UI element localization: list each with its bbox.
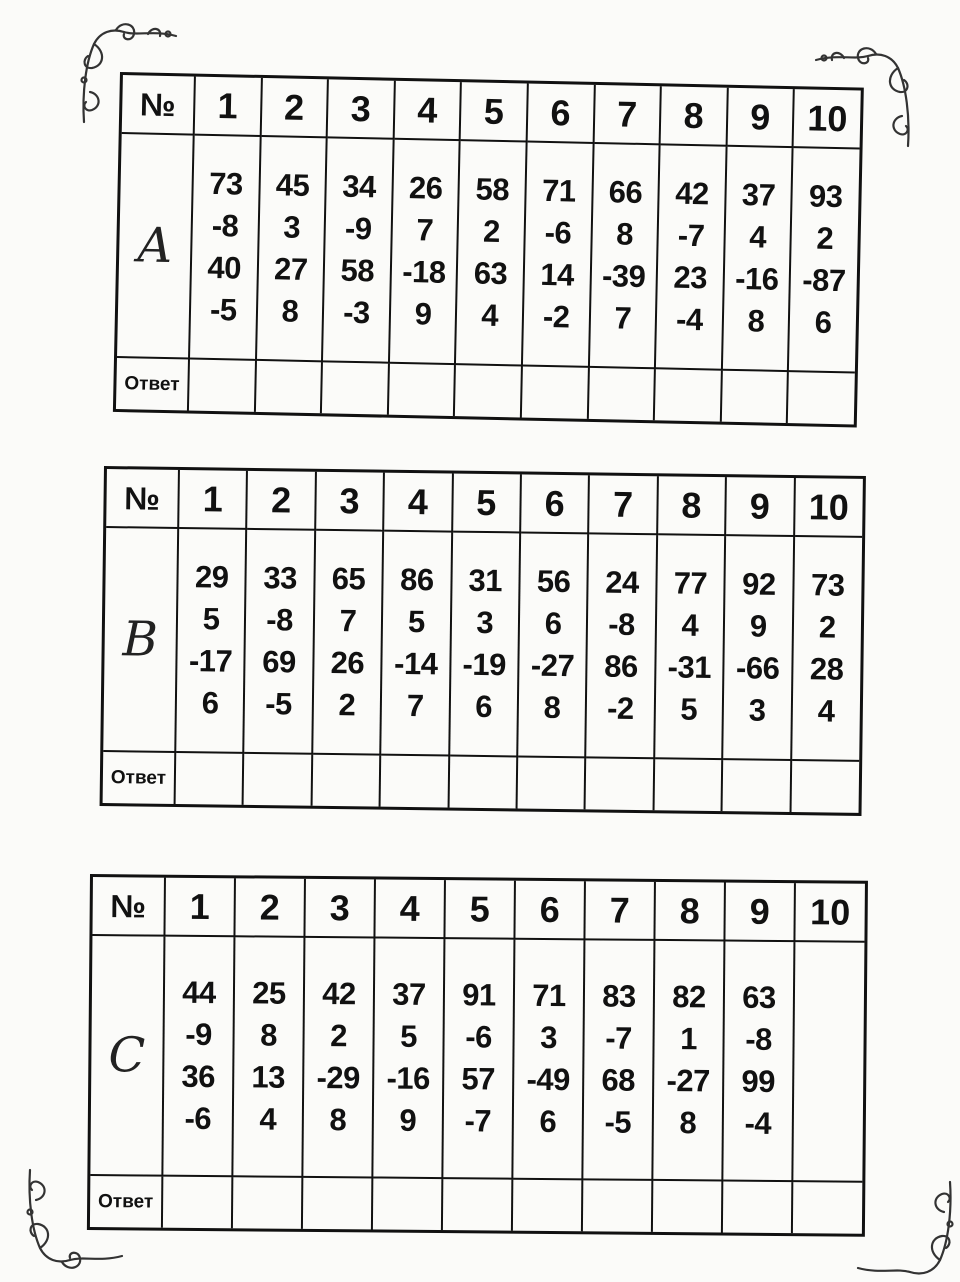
column-header-10: 10 <box>794 883 865 942</box>
column-header-3: 3 <box>315 472 384 531</box>
variant-label: A <box>117 133 194 358</box>
problem-column-8: 82 1 -27 8 <box>652 940 724 1181</box>
answer-cell-9[interactable] <box>721 370 789 423</box>
problem-column-4: 37 5 -16 9 <box>372 937 444 1178</box>
column-header-6: 6 <box>520 474 589 533</box>
problem-column-3: 42 2 -29 8 <box>302 937 374 1178</box>
problem-column-10 <box>792 941 864 1182</box>
table-grid <box>116 75 861 424</box>
problems-row <box>90 935 864 1182</box>
column-header-9: 9 <box>726 88 794 147</box>
column-header-8: 8 <box>657 476 726 535</box>
column-header-3: 3 <box>304 879 375 938</box>
column-header-2: 2 <box>234 878 305 937</box>
column-header-7: 7 <box>593 85 661 144</box>
problem-column-7: 24 -8 86 -2 <box>586 533 657 758</box>
column-header-5: 5 <box>444 880 515 939</box>
header-row <box>106 469 863 537</box>
problem-column-9: 92 9 -66 3 <box>722 535 793 760</box>
problem-column-7: 83 -7 68 -5 <box>582 939 654 1180</box>
answer-cell-3[interactable] <box>311 754 380 807</box>
problem-column-4: 86 5 -14 7 <box>380 531 451 756</box>
column-header-10: 10 <box>793 89 861 148</box>
problem-column-6: 56 6 -27 8 <box>517 532 588 757</box>
problem-column-3: 65 7 26 2 <box>312 530 383 755</box>
column-header-3: 3 <box>327 79 395 138</box>
column-header-8: 8 <box>660 86 728 145</box>
column-header-1: 1 <box>164 878 235 937</box>
answer-cell-5[interactable] <box>454 364 522 417</box>
column-header-8: 8 <box>654 882 725 941</box>
column-header-4: 4 <box>393 81 461 140</box>
problem-column-5: 58 2 63 4 <box>455 140 526 365</box>
problems-row <box>103 527 862 761</box>
answer-cell-10[interactable] <box>787 371 855 424</box>
problem-column-10: 73 2 28 4 <box>791 536 862 761</box>
column-header-5: 5 <box>452 474 521 533</box>
column-header-9: 9 <box>725 477 794 536</box>
answer-label: Ответ <box>116 357 189 410</box>
column-header-1: 1 <box>178 470 247 529</box>
problem-column-6: 71 -6 14 -2 <box>522 142 593 367</box>
answer-cell-2[interactable] <box>232 1176 302 1229</box>
number-sign-header: № <box>106 469 179 528</box>
exercise-table-a <box>113 72 864 428</box>
problem-column-5: 31 3 -19 6 <box>449 532 520 757</box>
column-header-4: 4 <box>383 473 452 532</box>
answer-cell-4[interactable] <box>388 363 456 416</box>
problem-column-10: 93 2 -87 6 <box>788 147 859 372</box>
problem-column-6: 71 3 -49 6 <box>512 939 584 1180</box>
exercise-table-b <box>100 466 866 816</box>
answer-label: Ответ <box>90 1175 162 1228</box>
column-header-10: 10 <box>794 478 863 537</box>
problem-column-4: 26 7 -18 9 <box>389 139 460 364</box>
answer-cell-10[interactable] <box>792 1181 862 1234</box>
problem-column-3: 34 -9 58 -3 <box>322 137 393 362</box>
problems-row <box>117 133 860 372</box>
answer-cell-4[interactable] <box>372 1177 442 1230</box>
answer-cell-7[interactable] <box>587 367 655 420</box>
problem-column-8: 77 4 -31 5 <box>654 534 725 759</box>
problem-column-1: 29 5 -17 6 <box>175 528 246 753</box>
answer-cell-10[interactable] <box>790 760 859 813</box>
answer-cell-6[interactable] <box>512 1179 582 1232</box>
column-header-9: 9 <box>724 883 795 942</box>
answer-cell-1[interactable] <box>188 359 256 412</box>
problem-column-9: 37 4 -16 8 <box>722 146 793 371</box>
answer-cell-7[interactable] <box>585 757 654 810</box>
answer-cell-8[interactable] <box>652 1180 722 1233</box>
variant-label: C <box>90 935 164 1176</box>
answer-cell-5[interactable] <box>448 756 517 809</box>
answer-cell-1[interactable] <box>175 752 244 805</box>
column-header-7: 7 <box>589 475 658 534</box>
answer-cell-9[interactable] <box>722 759 791 812</box>
number-sign-header: № <box>122 75 195 134</box>
column-header-6: 6 <box>527 84 595 143</box>
answer-cell-5[interactable] <box>442 1178 512 1231</box>
column-header-2: 2 <box>260 78 328 137</box>
answer-label: Ответ <box>103 751 176 804</box>
problem-column-2: 33 -8 69 -5 <box>244 529 315 754</box>
column-header-4: 4 <box>374 879 445 938</box>
problem-column-2: 25 8 13 4 <box>232 936 304 1177</box>
problem-column-9: 63 -8 99 -4 <box>722 941 794 1182</box>
answer-cell-1[interactable] <box>162 1176 232 1229</box>
answer-cell-8[interactable] <box>654 368 722 421</box>
table-grid <box>90 877 865 1234</box>
answer-row <box>90 1175 862 1234</box>
answer-cell-9[interactable] <box>722 1181 792 1234</box>
answer-cell-2[interactable] <box>255 360 323 413</box>
answer-cell-6[interactable] <box>521 365 589 418</box>
answer-cell-2[interactable] <box>243 753 312 806</box>
table-grid <box>103 469 863 813</box>
column-header-2: 2 <box>247 471 316 530</box>
column-header-1: 1 <box>194 77 262 136</box>
problem-column-1: 44 -9 36 -6 <box>162 936 234 1177</box>
answer-cell-3[interactable] <box>302 1177 372 1230</box>
column-header-5: 5 <box>460 82 528 141</box>
answer-cell-8[interactable] <box>653 758 722 811</box>
answer-cell-3[interactable] <box>321 361 389 414</box>
problem-column-2: 45 3 27 8 <box>256 136 327 361</box>
problem-column-8: 42 -7 23 -4 <box>655 144 726 369</box>
variant-label: B <box>103 527 178 752</box>
number-sign-header: № <box>92 877 165 936</box>
exercise-table-c <box>87 874 868 1237</box>
answer-cell-6[interactable] <box>517 756 586 809</box>
problem-column-7: 66 8 -39 7 <box>588 143 659 368</box>
problem-column-5: 91 -6 57 -7 <box>442 938 514 1179</box>
column-header-6: 6 <box>514 881 585 940</box>
header-row <box>92 877 864 942</box>
answer-row <box>103 751 860 813</box>
problem-column-1: 73 -8 40 -5 <box>189 135 260 360</box>
column-header-7: 7 <box>584 881 655 940</box>
answer-cell-7[interactable] <box>582 1179 652 1232</box>
answer-cell-4[interactable] <box>380 755 449 808</box>
